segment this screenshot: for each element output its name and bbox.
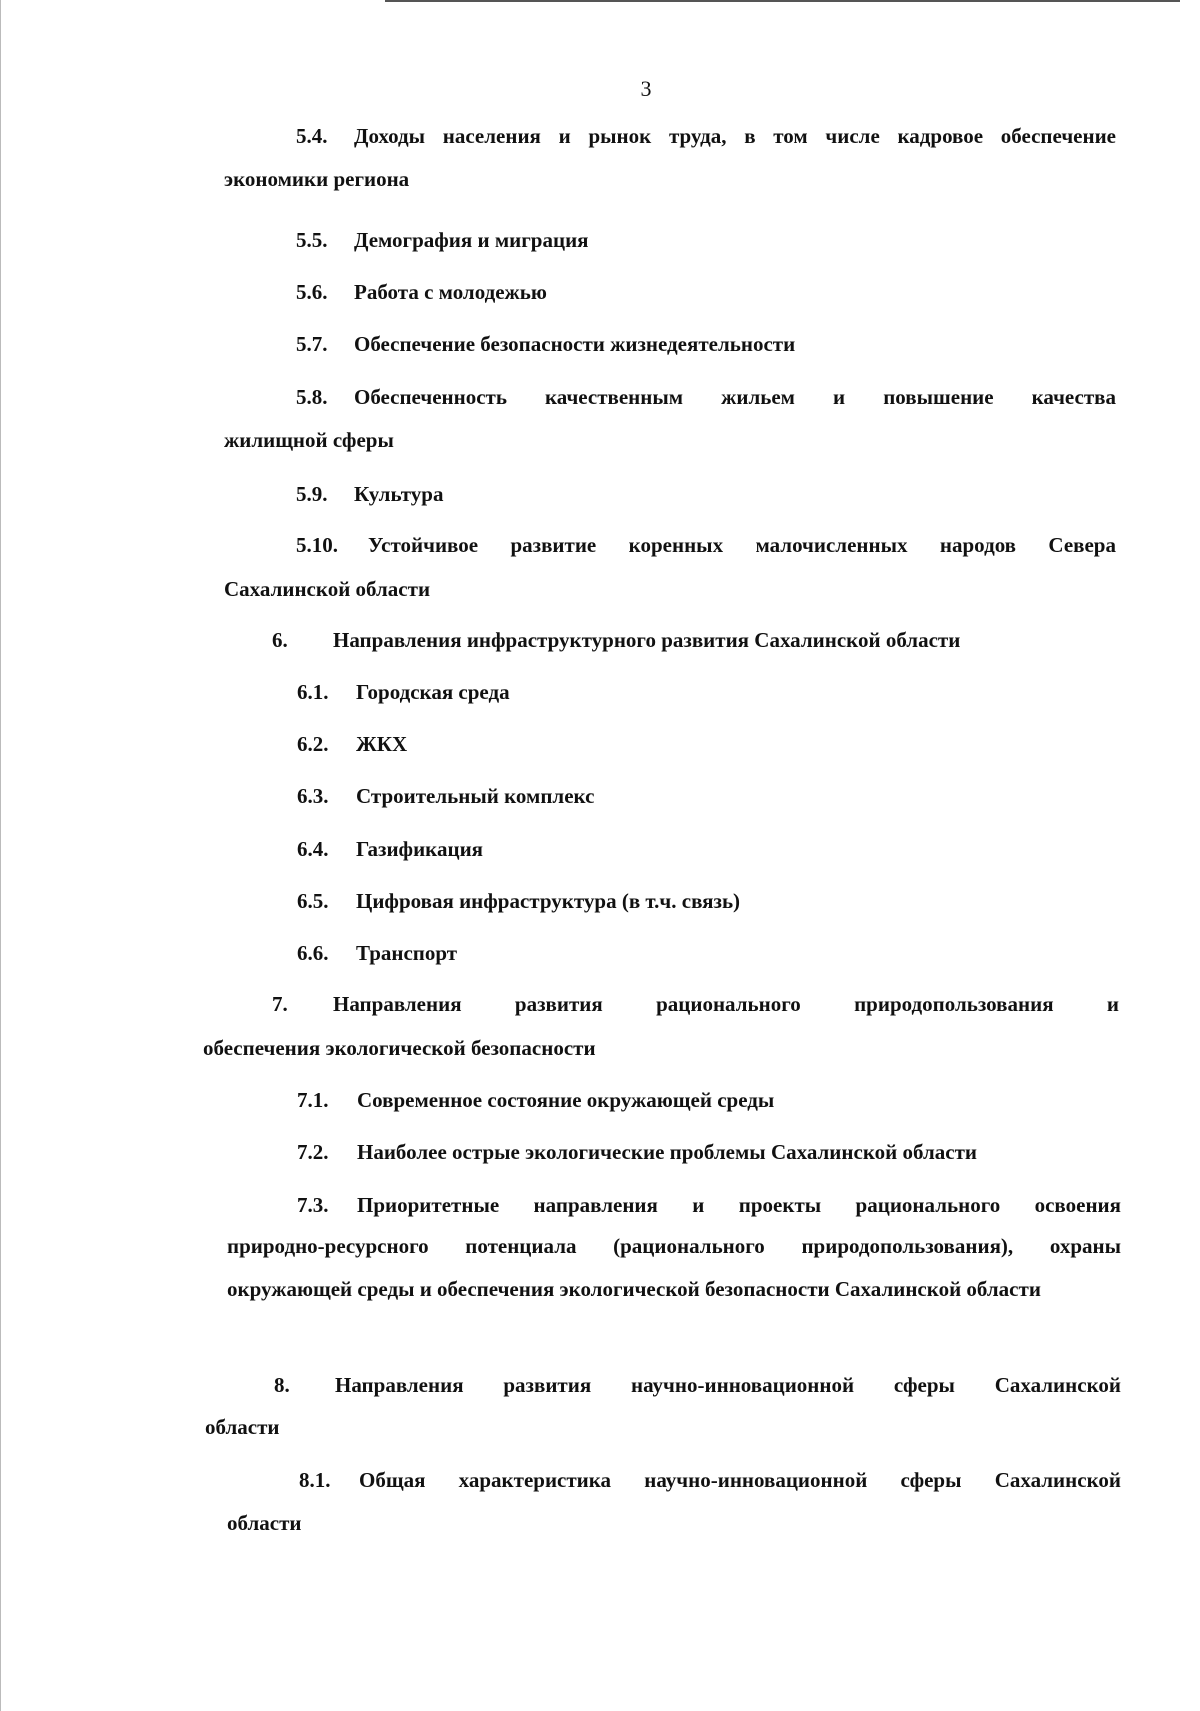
entry-heading: Транспорт bbox=[356, 941, 458, 965]
top-border-line bbox=[385, 0, 1180, 2]
entry-number: 5.9. bbox=[296, 482, 328, 506]
entry-heading: Доходы населения и рынок труда, в том числе кадровое обеспечение bbox=[354, 124, 1116, 148]
entry-continuation: Сахалинской области bbox=[224, 577, 431, 601]
entry-number: 5.10. bbox=[296, 533, 338, 557]
entry-number: 5.7. bbox=[296, 332, 328, 356]
entry-heading: Работа с молодежью bbox=[354, 280, 547, 304]
entry-heading: Общая характеристика научно-инновационной сферы Сахалинской bbox=[359, 1468, 1121, 1492]
entry-heading: Строительный комплекс bbox=[356, 784, 595, 808]
entry-number: 7.2. bbox=[297, 1140, 329, 1164]
entry-number: 5.8. bbox=[296, 385, 328, 409]
entry-heading: Демография и миграция bbox=[354, 228, 589, 252]
entry-heading: Современное состояние окружающей среды bbox=[357, 1088, 775, 1112]
entry-number: 7.1. bbox=[297, 1088, 329, 1112]
entry-heading: Цифровая инфраструктура (в т.ч. связь) bbox=[356, 889, 741, 913]
entry-continuation: области bbox=[205, 1415, 280, 1439]
left-border-line bbox=[0, 0, 1, 1711]
entry-heading: Приоритетные направления и проекты рационального освоения bbox=[357, 1193, 1121, 1217]
entry-heading: Обеспечение безопасности жизнедеятельности bbox=[354, 332, 796, 356]
entry-heading: Направления развития научно-инновационной сферы Сахалинской bbox=[335, 1373, 1121, 1397]
entry-number: 5.5. bbox=[296, 228, 328, 252]
entry-number: 8. bbox=[274, 1373, 290, 1397]
entry-continuation: жилищной сферы bbox=[224, 428, 394, 452]
entry-number: 8.1. bbox=[299, 1468, 331, 1492]
entry-number: 6.2. bbox=[297, 732, 329, 756]
entry-continuation: обеспечения экологической безопасности bbox=[203, 1036, 596, 1060]
entry-heading: Культура bbox=[354, 482, 444, 506]
entry-number: 5.6. bbox=[296, 280, 328, 304]
entry-heading: Городская среда bbox=[356, 680, 510, 704]
entry-number: 5.4. bbox=[296, 124, 328, 148]
entry-heading: Обеспеченность качественным жильем и повышение качества bbox=[354, 385, 1116, 409]
entry-number: 7.3. bbox=[297, 1193, 329, 1217]
entry-heading: ЖКХ bbox=[356, 732, 408, 756]
page-number: 3 bbox=[640, 76, 652, 101]
entry-number: 6.5. bbox=[297, 889, 329, 913]
entry-number: 6.3. bbox=[297, 784, 329, 808]
entry-number: 7. bbox=[272, 992, 288, 1016]
entry-continuation: области bbox=[227, 1511, 302, 1535]
entry-continuation: природно-ресурсного потенциала (рационального природопользования), охраны окружающей среды и обеспечения экологической безопасности Сахалинской области bbox=[227, 1234, 1121, 1301]
entry-number: 6. bbox=[272, 628, 288, 652]
entry-number: 6.4. bbox=[297, 837, 329, 861]
entry-heading: Устойчивое развитие коренных малочисленных народов Севера bbox=[368, 533, 1116, 557]
entry-heading: Наиболее острые экологические проблемы Сахалинской области bbox=[357, 1140, 977, 1164]
entry-continuation: экономики региона bbox=[224, 167, 410, 191]
entry-heading: Направления развития рационального природопользования и bbox=[333, 992, 1119, 1016]
entry-heading: Газификация bbox=[356, 837, 484, 861]
entry-heading: Направления инфраструктурного развития Сахалинской области bbox=[333, 628, 961, 652]
entry-number: 6.6. bbox=[297, 941, 329, 965]
entry-number: 6.1. bbox=[297, 680, 329, 704]
